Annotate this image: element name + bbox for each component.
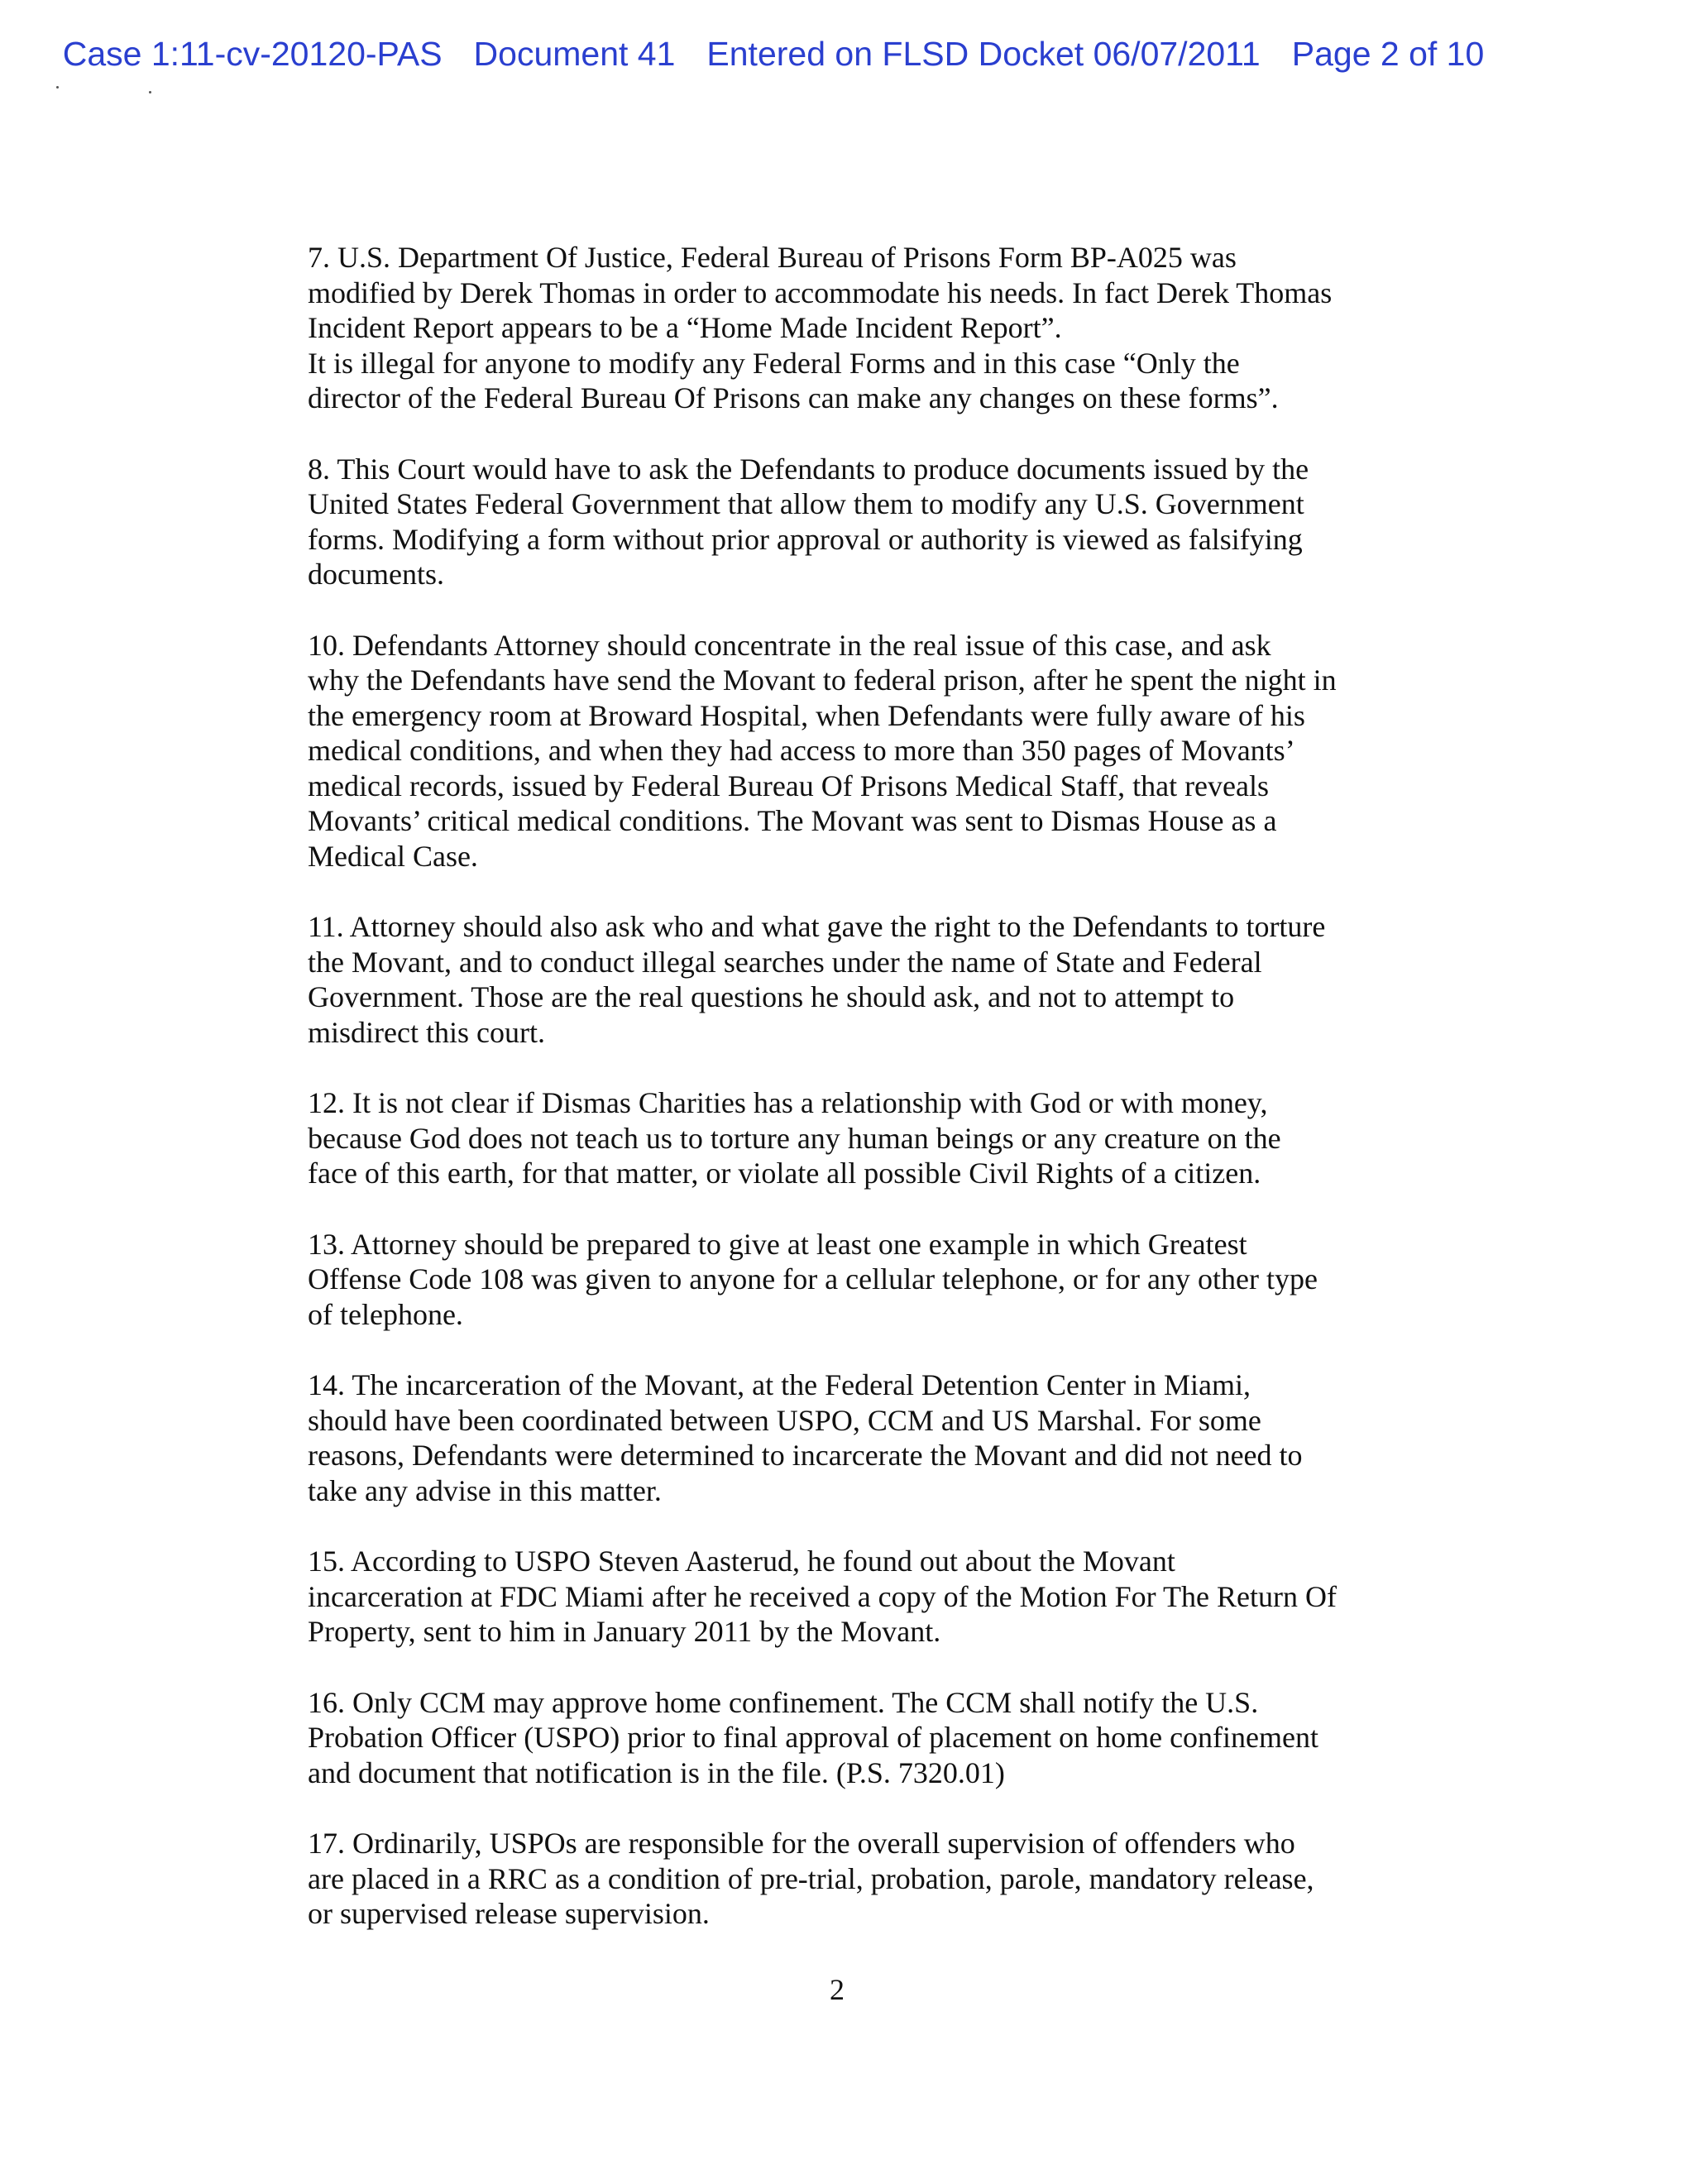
paragraph-17: 17. Ordinarily, USPOs are responsible for the overall supervision of offenders who are placed in a RRC as a condition of pre-trial, probation, parole, mandatory release, or supervised release supervision.	[308, 1827, 1314, 1930]
page-indicator: Page 2 of 10	[1291, 35, 1485, 73]
paragraph-15: 15. According to USPO Steven Aasterud, he found out about the Movant incarceration at FDC Miami after he received a copy of the Motion For The Return Of Property, sent to him in January 2011 by the Movant.	[308, 1545, 1337, 1648]
paragraph-10: 10. Defendants Attorney should concentrate in the real issue of this case, and ask why the Defendants have send the Movant to federal prison, after he spent the night in the emergency room at Broward Hospital, when Defendants were fully aware of his medical conditions, and when they had access to more than 350 pages of Movants’ medical records, issued by Federal Bureau Of Prisons Medical Staff, that reveals Movants’ critical medical conditions. The Movant was sent to Dismas House as a Medical Case.	[308, 628, 1337, 873]
paragraph-7: 7. U.S. Department Of Justice, Federal Bureau of Prisons Form BP-A025 was modified by Derek Thomas in order to accommodate his needs. In fact Derek Thomas Incident Report appears to be a “Home Made Incident Report”. It is illegal for anyone to modify any Federal Forms and in this case “Only the director of the Federal Bureau Of Prisons can make any changes on these forms”.	[308, 241, 1333, 414]
paragraph-12: 12. It is not clear if Dismas Charities has a relationship with God or with money, because God does not teach us to torture any human beings or any creature on the face of this earth, for that matter, or violate all possible Civil Rights of a citizen.	[308, 1086, 1281, 1190]
docket-entry-date: Entered on FLSD Docket 06/07/2011	[706, 35, 1261, 73]
page-number: 2	[830, 1973, 845, 2006]
document-number: Document 41	[473, 35, 676, 73]
paragraph-14: 14. The incarceration of the Movant, at the Federal Detention Center in Miami, should have been coordinated between USPO, CCM and US Marshal. For some reasons, Defendants were determined to incarcerate the Movant and did not need to take any advise in this matter.	[308, 1368, 1303, 1507]
document-body	[308, 240, 1400, 1967]
paragraph-8: 8. This Court would have to ask the Defendants to produce documents issued by the United States Federal Government that allow them to modify any U.S. Government forms. Modifying a form without prior approval or authority is viewed as falsifying documents.	[308, 452, 1309, 591]
scan-speck	[56, 86, 59, 89]
docket-header	[0, 35, 1547, 74]
case-number: Case 1:11-cv-20120-PAS	[62, 35, 443, 73]
paragraph-11: 11. Attorney should also ask who and what gave the right to the Defendants to torture the Movant, and to conduct illegal searches under the name of State and Federal Government. Those are the real questions he should ask, and not to attempt to misdirect this court.	[308, 910, 1326, 1049]
scan-speck	[149, 91, 151, 93]
paragraph-13: 13. Attorney should be prepared to give at least one example in which Greatest Offense Code 108 was given to anyone for a cellular telephone, or for any other type of telephone.	[308, 1227, 1318, 1331]
paragraph-16: 16. Only CCM may approve home confinement. The CCM shall notify the U.S. Probation Officer (USPO) prior to final approval of placement on home confinement and document that notification is in the file. (P.S. 7320.01)	[308, 1685, 1318, 1789]
